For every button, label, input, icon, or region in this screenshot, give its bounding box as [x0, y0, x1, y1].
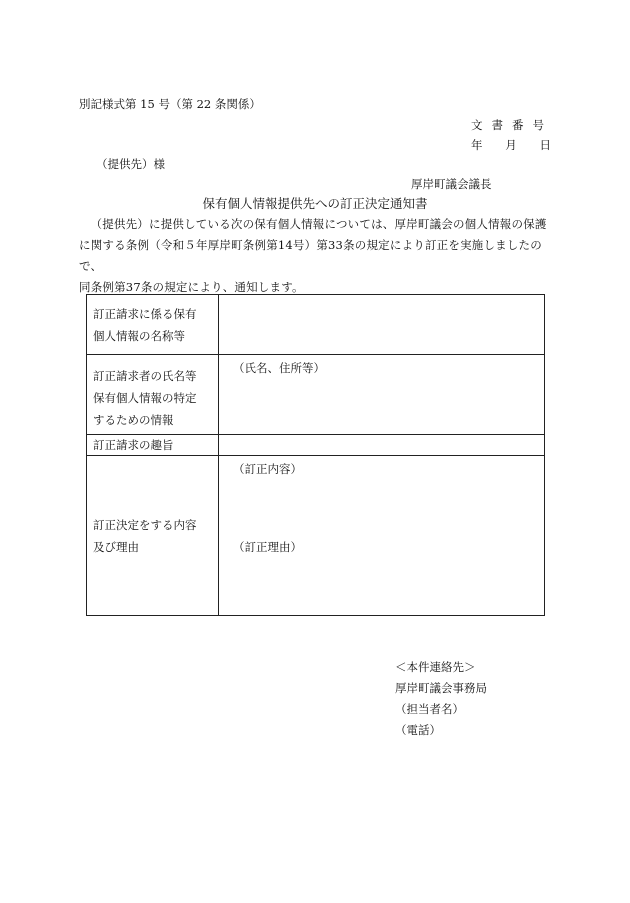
label-requester [87, 355, 219, 435]
hint-name-address: （氏名、住所等） [233, 361, 325, 375]
table-row-target-info [87, 295, 545, 355]
value-decision[interactable] [219, 456, 545, 616]
body-paragraph [79, 214, 551, 298]
label-requester-text [93, 355, 218, 431]
value-purpose[interactable] [219, 435, 545, 456]
contact-heading: ＜本件連絡先＞ [395, 660, 476, 674]
date-year: 年 [471, 138, 483, 152]
form-number: 別記様式第 15 号（第 22 条関係） [79, 97, 261, 111]
label-line: 訂正請求に係る保有 [93, 307, 197, 321]
label-line: 個人情報の名称等 [93, 329, 185, 343]
label-line: 訂正請求者の氏名等 [93, 369, 197, 383]
date-month: 月 [505, 138, 517, 152]
hint-correction-reason: （訂正理由） [233, 540, 302, 554]
recipient: （提供先）様 [96, 157, 165, 171]
value-target-info[interactable] [219, 295, 545, 355]
notification-table [86, 294, 545, 616]
table-row-requester [87, 355, 545, 435]
label-decision [87, 456, 219, 616]
label-line: するための情報 [93, 413, 174, 427]
body-line-1: （提供先）に提供している次の保有個人情報については、厚岸町議会の個人情報の保護 [90, 217, 547, 231]
label-decision-text [93, 514, 218, 558]
label-line: 保有個人情報の特定 [93, 391, 197, 405]
label-target-info-text [93, 295, 218, 347]
body-line-3: 同条例第37条の規定により、通知します。 [79, 280, 304, 294]
label-purpose-text: 訂正請求の趣旨 [93, 438, 174, 452]
contact-office: 厚岸町議会事務局 [395, 681, 487, 695]
contact-block [395, 657, 487, 741]
hint-correction-content: （訂正内容） [233, 462, 302, 476]
date-day: 日 [539, 138, 551, 152]
label-line: 及び理由 [93, 539, 139, 554]
table-row-decision [87, 456, 545, 616]
document-title: 保有個人情報提供先への訂正決定通知書 [202, 196, 428, 211]
label-purpose [87, 435, 219, 456]
document-number: 文書番号 [471, 118, 553, 132]
body-line-2: に関する条例（令和５年厚岸町条例第14号）第33条の規定により訂正を実施しましたので、 [79, 238, 542, 273]
contact-phone: （電話） [395, 723, 441, 737]
table-row-purpose [87, 435, 545, 456]
value-requester[interactable] [219, 355, 545, 435]
sender: 厚岸町議会議長 [411, 177, 492, 191]
label-target-info [87, 295, 219, 355]
label-line: 訂正決定をする内容 [93, 517, 197, 532]
contact-person: （担当者名） [395, 702, 464, 716]
date-line [471, 137, 551, 153]
